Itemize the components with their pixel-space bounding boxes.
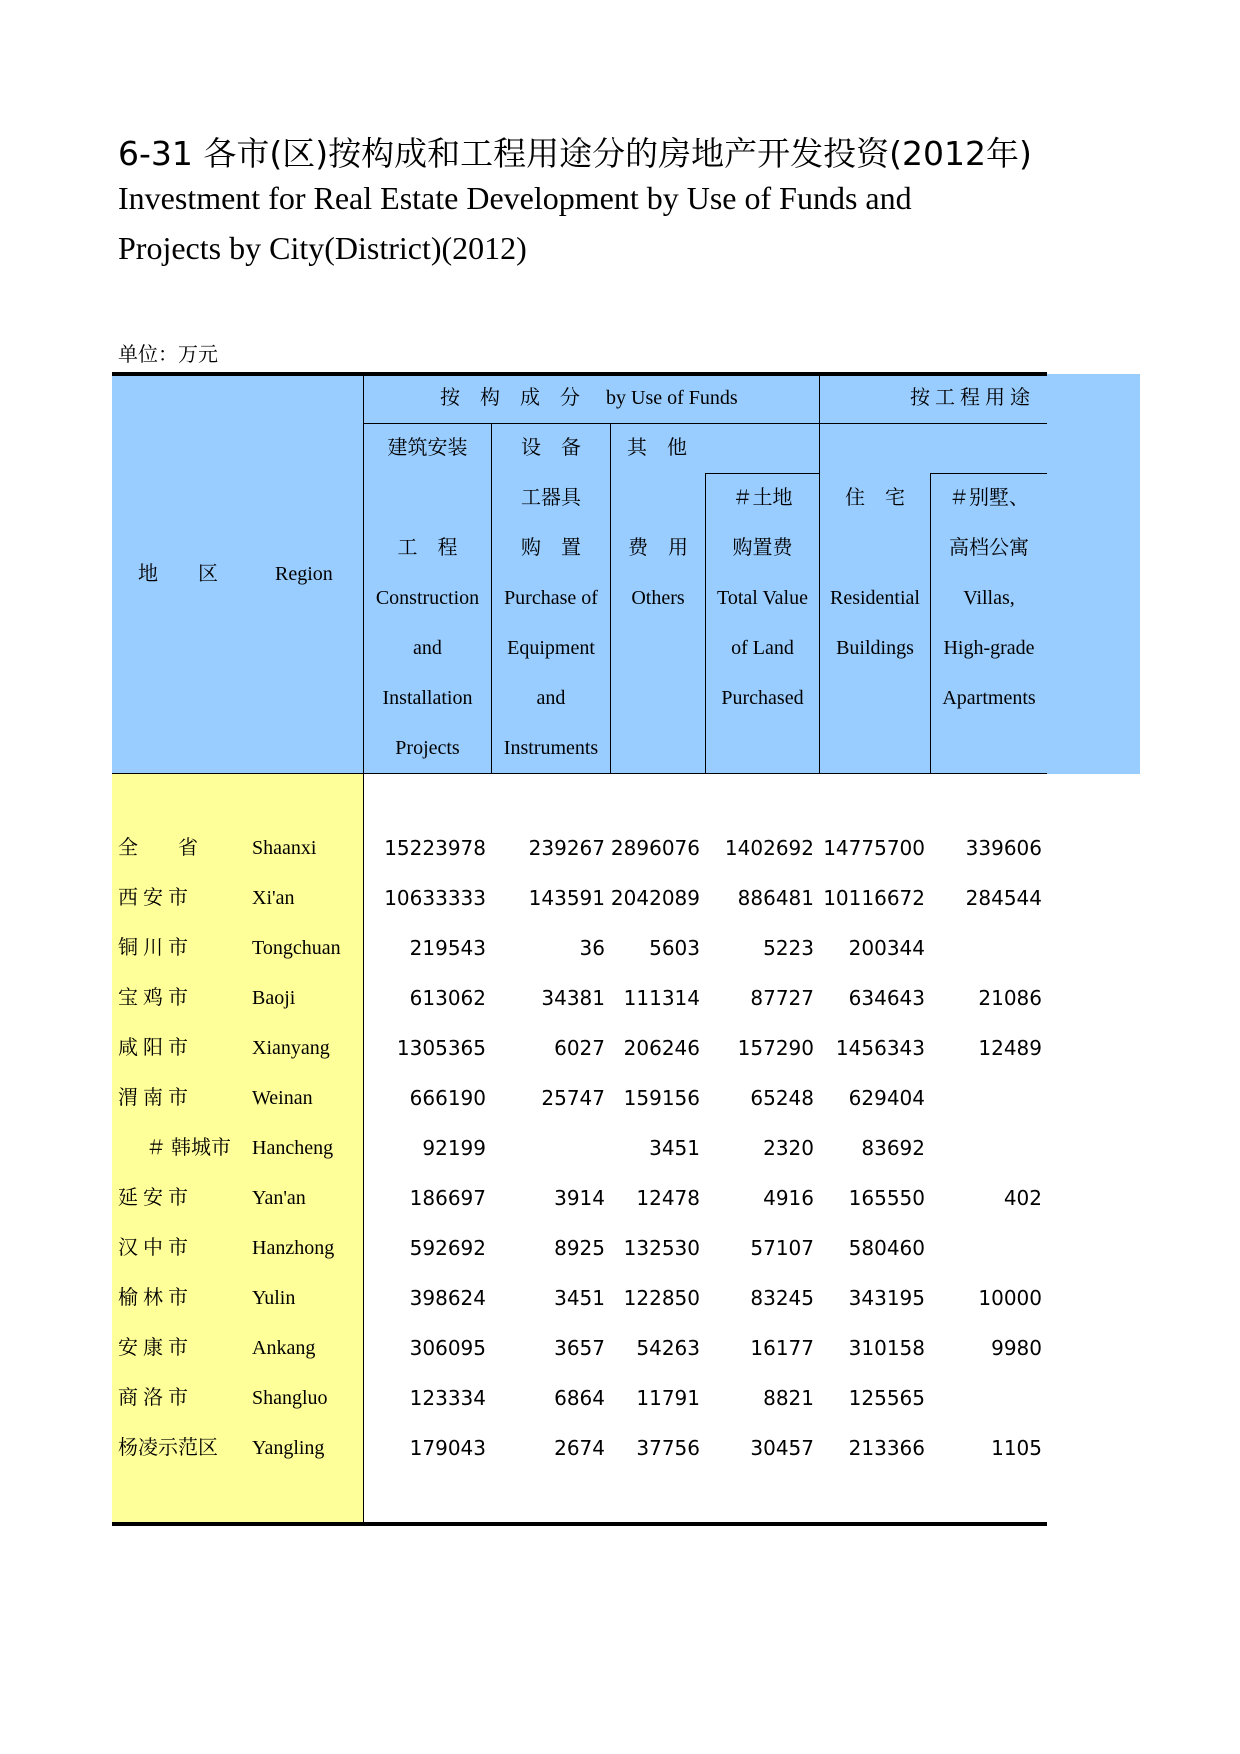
table-cell: 11791 <box>636 1386 700 1410</box>
page-title-en-line1: Investment for Real Estate Development by Use of Funds and <box>118 180 912 216</box>
table-cell: 3451 <box>554 1286 605 1310</box>
row-region-en: Ankang <box>252 1337 316 1359</box>
table-cell: 206246 <box>623 1036 700 1060</box>
row-region-zh: 汉 中 市 <box>118 1237 188 1259</box>
table-cell: 30457 <box>750 1436 814 1460</box>
col4-header-en-1: Total Value <box>717 587 808 609</box>
col4-header-zh-1: ＃土地 <box>732 487 793 509</box>
table-cell: 1305365 <box>396 1036 486 1060</box>
col3-header-en-1: Others <box>631 587 685 609</box>
table-header-bg <box>112 374 1140 774</box>
table-cell: 12489 <box>978 1036 1042 1060</box>
row-region-en: Shaanxi <box>252 837 317 859</box>
table-cell: 613062 <box>409 986 486 1010</box>
table-cell: 16177 <box>750 1336 814 1360</box>
col2-header-en-1: Purchase of <box>504 587 598 609</box>
row-region-en: Tongchuan <box>252 937 341 959</box>
table-cell: 8925 <box>554 1236 605 1260</box>
table-cell: 219543 <box>409 936 486 960</box>
table-cell: 87727 <box>750 986 814 1010</box>
table-bottom-rule <box>112 1522 1047 1526</box>
table-cell: 179043 <box>409 1436 486 1460</box>
col1-header-zh-1: 建筑安装 <box>387 437 468 459</box>
table-cell: 36 <box>579 936 605 960</box>
table-cell: 9980 <box>991 1336 1042 1360</box>
col4-header-zh-2: 购置费 <box>732 537 793 559</box>
group-rule-funds <box>363 423 1047 424</box>
col1-header-en-1: Construction <box>375 587 480 609</box>
col5-header-en-2: Buildings <box>836 637 914 659</box>
row-region-en: Hancheng <box>252 1137 334 1159</box>
subgroup-rule-residential <box>930 473 1047 474</box>
table-cell: 8821 <box>763 1386 814 1410</box>
row-region-zh: 全 省 <box>118 837 198 859</box>
table-cell: 592692 <box>409 1236 486 1260</box>
table-cell: 580460 <box>848 1236 925 1260</box>
table-cell: 10116672 <box>823 886 925 910</box>
table-cell: 4916 <box>763 1186 814 1210</box>
row-region-zh: 延 安 市 <box>118 1187 188 1209</box>
table-cell: 402 <box>1003 1186 1042 1210</box>
table-cell: 666190 <box>409 1086 486 1110</box>
row-region-zh: 安 康 市 <box>118 1337 188 1359</box>
table-cell: 6864 <box>554 1386 605 1410</box>
divider-col6 <box>930 473 931 774</box>
row-region-en: Baoji <box>252 987 296 1009</box>
table-cell: 629404 <box>848 1086 925 1110</box>
row-region-zh: 商 洛 市 <box>118 1387 188 1409</box>
table-cell: 159156 <box>623 1086 700 1110</box>
table-cell: 5603 <box>649 936 700 960</box>
row-region-en: Xi'an <box>252 887 295 909</box>
col4-header-en-3: Purchased <box>721 687 804 709</box>
table-cell: 886481 <box>737 886 814 910</box>
table-cell: 1456343 <box>835 1036 925 1060</box>
table-cell: 10633333 <box>384 886 486 910</box>
table-cell: 15223978 <box>384 836 486 860</box>
divider-col4 <box>705 473 706 774</box>
table-cell: 306095 <box>409 1336 486 1360</box>
table-cell: 65248 <box>750 1086 814 1110</box>
region-header-en: Region <box>275 563 333 585</box>
table-cell: 21086 <box>978 986 1042 1010</box>
col1-header-zh-2: 工 程 <box>397 537 458 559</box>
col1-header-en-2: and <box>413 637 442 659</box>
table-cell: 12478 <box>636 1186 700 1210</box>
col2-header-zh-2: 工器具 <box>521 487 581 509</box>
col2-header-en-3: and <box>536 687 566 709</box>
row-region-en: Hanzhong <box>252 1237 335 1259</box>
row-region-zh: 宝 鸡 市 <box>118 987 188 1009</box>
row-region-en: Yan'an <box>252 1187 306 1209</box>
table-cell: 186697 <box>409 1186 486 1210</box>
table-cell: 14775700 <box>823 836 925 860</box>
col6-header-en-3: Apartments <box>942 687 1036 709</box>
table-cell: 122850 <box>623 1286 700 1310</box>
col2-header-zh-1: 设 备 <box>521 437 581 459</box>
table-cell: 83245 <box>750 1286 814 1310</box>
col2-header-en-2: Equipment <box>507 637 595 659</box>
row-region-zh: 西 安 市 <box>118 887 188 909</box>
table-cell: 34381 <box>541 986 605 1010</box>
table-cell: 83692 <box>861 1136 925 1160</box>
table-cell: 634643 <box>848 986 925 1010</box>
col3-header-zh-2: 费 用 <box>628 537 688 559</box>
row-region-en: Yangling <box>252 1437 325 1459</box>
table-cell: 200344 <box>848 936 925 960</box>
table-cell: 343195 <box>848 1286 925 1310</box>
page-title-en-line2: Projects by City(District)(2012) <box>118 230 527 266</box>
table-cell: 157290 <box>737 1036 814 1060</box>
subgroup-rule-others <box>705 473 819 474</box>
col6-header-zh-2: 高档公寓 <box>949 537 1029 559</box>
page-title: 6-31 各市(区)按构成和工程用途分的房地产开发投资(2012年) <box>118 134 1032 173</box>
row-region-zh: 铜 川 市 <box>118 937 188 959</box>
row-region-zh: 渭 南 市 <box>118 1087 188 1109</box>
row-region-en: Xianyang <box>252 1037 330 1059</box>
col2-header-zh-3: 购 置 <box>521 537 581 559</box>
table-cell: 54263 <box>636 1336 700 1360</box>
table-cell: 92199 <box>422 1136 486 1160</box>
table-cell: 37756 <box>636 1436 700 1460</box>
row-region-zh: 咸 阳 市 <box>118 1037 188 1059</box>
table-cell: 239267 <box>528 836 605 860</box>
table-cell: 132530 <box>623 1236 700 1260</box>
row-region-zh: 杨凌示范区 <box>118 1437 218 1459</box>
row-region-en: Yulin <box>252 1287 296 1309</box>
table-cell: 125565 <box>848 1386 925 1410</box>
table-cell: 284544 <box>965 886 1042 910</box>
row-region-zh: 榆 林 市 <box>118 1287 188 1309</box>
table-top-rule <box>112 372 1047 376</box>
group-header-projects-zh: 按 工 程 用 途 <box>910 387 1030 409</box>
col6-header-en-2: High-grade <box>943 637 1035 659</box>
col5-header-en-1: Residential <box>830 587 920 609</box>
table-cell: 3451 <box>649 1136 700 1160</box>
table-cell: 398624 <box>409 1286 486 1310</box>
group-header-funds-zh: 按 构 成 分 <box>440 387 580 409</box>
table-cell: 1105 <box>991 1436 1042 1460</box>
col1-header-en-3: Installation <box>382 687 473 709</box>
row-region-zh: ＃ 韩城市 <box>146 1137 231 1159</box>
region-header-zh: 地 区 <box>138 563 218 585</box>
table-cell: 123334 <box>409 1386 486 1410</box>
col3-header-zh-1: 其 他 <box>627 437 687 459</box>
table-cell: 165550 <box>848 1186 925 1210</box>
col2-header-en-4: Instruments <box>503 737 599 759</box>
table-cell: 2042089 <box>610 886 700 910</box>
table-cell: 6027 <box>554 1036 605 1060</box>
header-bottom-rule <box>112 773 1047 774</box>
table-cell: 310158 <box>848 1336 925 1360</box>
table-cell: 10000 <box>978 1286 1042 1310</box>
table-cell: 2320 <box>763 1136 814 1160</box>
row-region-en: Shangluo <box>252 1387 328 1409</box>
col6-header-zh-1: ＃别墅、 <box>949 487 1029 509</box>
table-cell: 3914 <box>554 1186 605 1210</box>
divider-col5 <box>819 374 820 774</box>
col6-header-en-1: Villas, <box>963 587 1015 609</box>
group-header-funds-en: by Use of Funds <box>606 387 738 409</box>
col4-header-en-2: of Land <box>731 637 794 659</box>
table-cell: 1402692 <box>724 836 814 860</box>
table-cell: 57107 <box>750 1236 814 1260</box>
table-cell: 5223 <box>763 936 814 960</box>
table-cell: 2674 <box>554 1436 605 1460</box>
col5-header-zh-1: 住 宅 <box>845 487 905 509</box>
table-cell: 111314 <box>623 986 700 1010</box>
col1-header-en-4: Projects <box>395 737 460 759</box>
table-cell: 3657 <box>554 1336 605 1360</box>
table-cell: 25747 <box>541 1086 605 1110</box>
table-cell: 2896076 <box>610 836 700 860</box>
table-cell: 339606 <box>965 836 1042 860</box>
table-cell: 213366 <box>848 1436 925 1460</box>
unit-label: 单位：万元 <box>118 344 218 366</box>
row-region-en: Weinan <box>252 1087 313 1109</box>
table-cell: 143591 <box>528 886 605 910</box>
